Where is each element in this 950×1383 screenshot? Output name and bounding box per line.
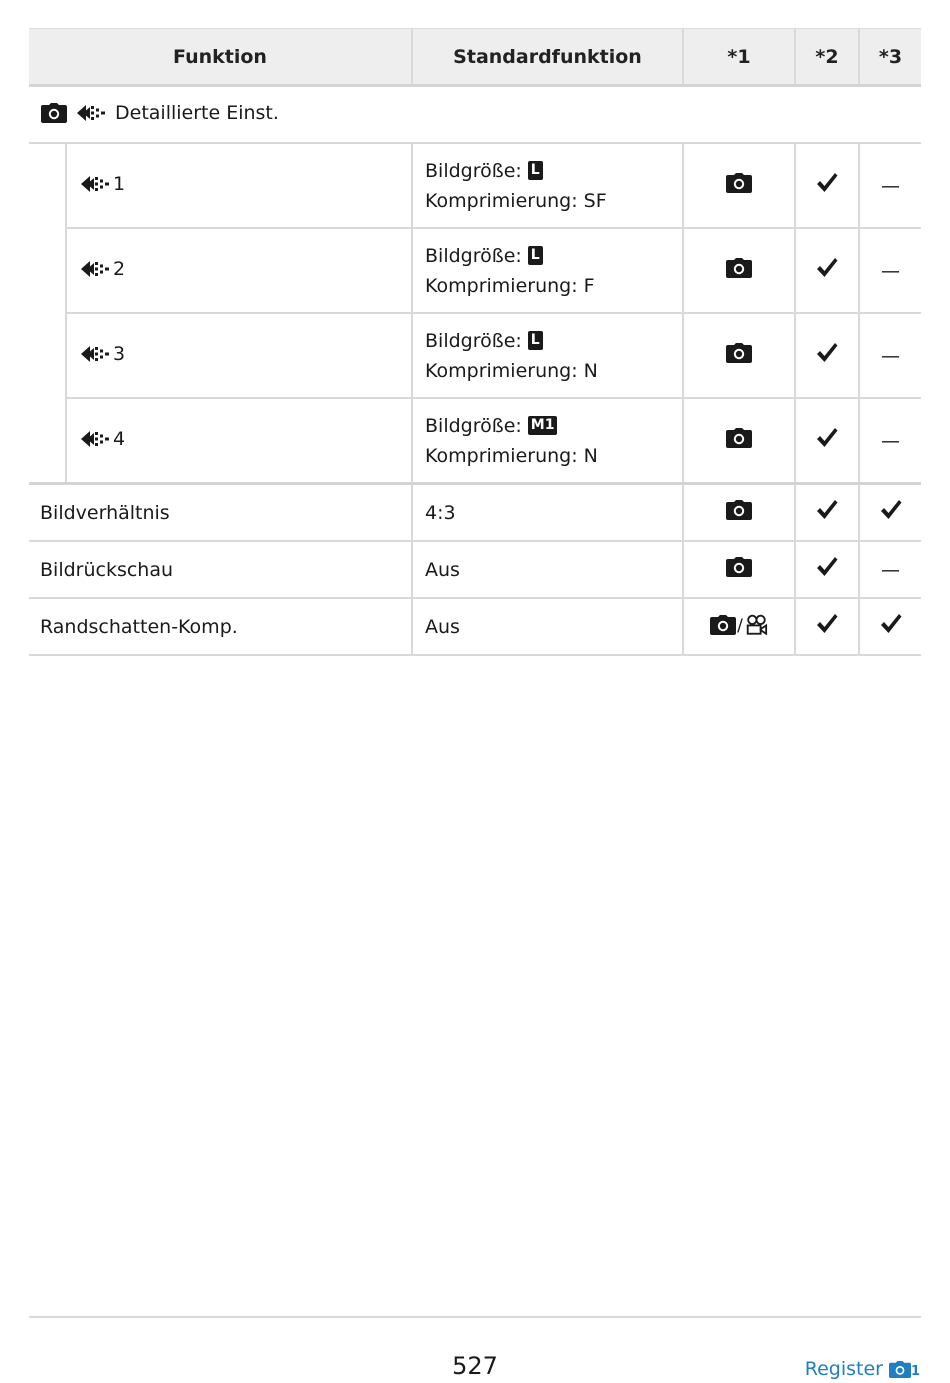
mode-separator: / <box>737 615 743 636</box>
header-standardfunktion: Standardfunktion <box>412 29 683 86</box>
indent-cell <box>29 143 66 484</box>
sequential-shooting-icon <box>77 103 107 123</box>
register-label[interactable]: Register <box>804 1358 883 1380</box>
table-row <box>29 143 921 228</box>
c2-cell <box>795 541 859 598</box>
camera-icon <box>41 103 67 123</box>
table-row <box>29 398 921 484</box>
check-icon <box>816 258 838 278</box>
c1-cell <box>683 313 795 398</box>
c3-cell: — <box>859 541 921 598</box>
settings-table <box>29 28 921 656</box>
compression-value: Komprimierung: SF <box>425 189 607 212</box>
camera-icon <box>726 428 752 448</box>
section-label: Detaillierte Einst. <box>115 101 279 124</box>
section-row <box>29 86 921 144</box>
c3-cell <box>859 484 921 542</box>
check-icon <box>816 428 838 448</box>
c3-cell <box>859 598 921 655</box>
sequential-shooting-icon <box>81 259 111 279</box>
compression-value: Komprimierung: N <box>425 444 598 467</box>
sequence-number: 4 <box>113 427 126 450</box>
funktion-cell <box>66 143 412 228</box>
funktion-cell: Randschatten-Komp. <box>29 598 412 655</box>
funktion-cell <box>66 313 412 398</box>
size-badge: L <box>528 331 543 350</box>
c3-cell: — <box>859 143 921 228</box>
table-row <box>29 541 921 598</box>
funktion-cell: Bildrückschau <box>29 541 412 598</box>
c1-cell <box>683 143 795 228</box>
check-icon <box>816 614 838 634</box>
c1-cell <box>683 598 795 655</box>
c2-cell <box>795 398 859 484</box>
section-cell <box>29 86 921 144</box>
funktion-cell: Bildverhältnis <box>29 484 412 542</box>
sequential-shooting-icon <box>81 344 111 364</box>
funktion-cell <box>66 228 412 313</box>
header-c1: *1 <box>683 29 795 86</box>
camera-icon <box>726 258 752 278</box>
sequence-number: 2 <box>113 257 126 280</box>
sequential-shooting-icon <box>81 174 111 194</box>
c2-cell <box>795 228 859 313</box>
standard-cell: 4:3 <box>412 484 683 542</box>
c2-cell <box>795 598 859 655</box>
size-badge: M1 <box>528 416 558 435</box>
sequential-shooting-icon <box>81 429 111 449</box>
check-icon <box>816 500 838 520</box>
standard-cell: Aus <box>412 541 683 598</box>
register-link[interactable] <box>805 1358 920 1380</box>
compression-value: Komprimierung: N <box>425 359 598 382</box>
c2-cell <box>795 143 859 228</box>
c3-cell: — <box>859 313 921 398</box>
check-icon <box>816 557 838 577</box>
c2-cell <box>795 484 859 542</box>
c1-cell <box>683 484 795 542</box>
camera-icon <box>726 343 752 363</box>
size-label: Bildgröße: <box>425 414 522 437</box>
c3-cell: — <box>859 398 921 484</box>
page-number: 527 <box>452 1352 498 1380</box>
table-row <box>29 484 921 542</box>
camera-icon <box>726 557 752 577</box>
table-header-row <box>29 29 921 86</box>
sequence-number: 3 <box>113 342 126 365</box>
standard-cell <box>412 398 683 484</box>
size-label: Bildgröße: <box>425 244 522 267</box>
compression-value: Komprimierung: F <box>425 274 595 297</box>
c1-cell <box>683 228 795 313</box>
movie-icon <box>744 614 768 635</box>
c1-cell <box>683 541 795 598</box>
header-funktion: Funktion <box>29 29 412 86</box>
check-icon <box>880 500 902 520</box>
c1-cell <box>683 398 795 484</box>
footer-divider <box>29 1316 921 1318</box>
table-row <box>29 228 921 313</box>
register-icon-subscript: 1 <box>910 1363 920 1379</box>
standard-cell <box>412 228 683 313</box>
funktion-cell <box>66 398 412 484</box>
standard-cell: Aus <box>412 598 683 655</box>
check-icon <box>816 173 838 193</box>
c3-cell: — <box>859 228 921 313</box>
header-c2: *2 <box>795 29 859 86</box>
table-row <box>29 313 921 398</box>
table-row <box>29 598 921 655</box>
header-c3: *3 <box>859 29 921 86</box>
camera-icon <box>726 500 752 520</box>
check-icon <box>816 343 838 363</box>
size-label: Bildgröße: <box>425 159 522 182</box>
size-label: Bildgröße: <box>425 329 522 352</box>
standard-cell <box>412 313 683 398</box>
check-icon <box>880 614 902 634</box>
size-badge: L <box>528 246 543 265</box>
standard-cell <box>412 143 683 228</box>
sequence-number: 1 <box>113 172 126 195</box>
camera-icon <box>726 173 752 193</box>
c2-cell <box>795 313 859 398</box>
size-badge: L <box>528 161 543 180</box>
camera-icon[interactable] <box>889 1361 911 1378</box>
camera-icon <box>710 615 736 635</box>
